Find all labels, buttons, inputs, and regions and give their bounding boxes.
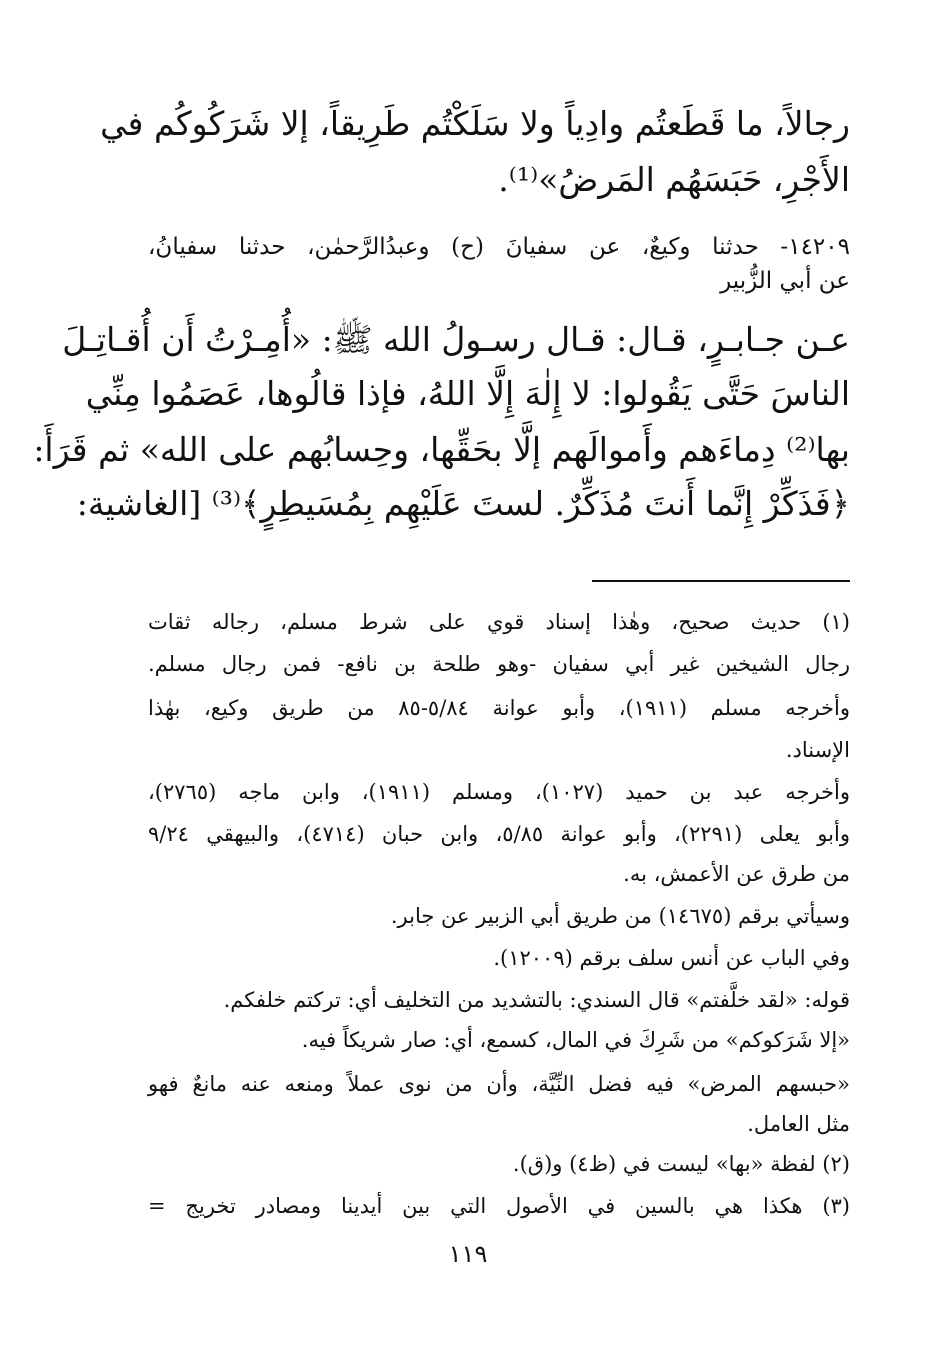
- footnote-line: وأبو يعلى (٢٢٩١)، وأبو عوانة ٥/٨٥، وابن حبان (٤٧١٤)، والبيهقي ٩/٢٤: [148, 822, 850, 846]
- footnote-line: مثل العامل.: [747, 1112, 850, 1136]
- footnote-line: (٣) هكذا هي بالسين في الأصول التي بين أيدينا ومصادر تخريج =: [148, 1194, 850, 1218]
- footnote-line: «حبسهم المرض» فيه فضل النِّيَّة، وأن من نوى عملاً ومنعه عنه مانعٌ فهو: [148, 1072, 850, 1096]
- hadith-body-line-1: عـن جـابـرٍ، قـال: قـال رسـولُ الله ﷺ: «أُمِـرْتُ أَن أُقـاتِـلَ: [62, 320, 850, 359]
- footnote-line: الإسناد.: [785, 738, 850, 762]
- footnote-line: (١) حديث صحيح، وهٰذا إسناد قوي على شرط مسلم، رجاله ثقات: [148, 610, 850, 634]
- main-text-line-2: الأَجْرِ، حَبَسَهُم المَرضُ»⁽¹⁾.: [498, 160, 850, 199]
- footnote-line: وأخرجه عبد بن حميد (١٠٢٧)، ومسلم (١٩١١)، وابن ماجه (٢٧٦٥)،: [148, 780, 850, 804]
- hadith-body-line-4: ﴿فَذَكِّرْ إِنَّما أَنتَ مُذَكِّرٌ. لستَ عَلَيْهِم بِمُسَيطِرٍ﴾⁽³⁾ [الغاشية:: [76, 484, 850, 523]
- hadith-body-line-2: الناسَ حَتَّى يَقُولوا: لا إِلٰهَ إِلَّا اللهُ، فإذا قالُوها، عَصَمُوا مِنِّي: [85, 374, 850, 413]
- footnote-line: «إلا شَرَكوكم» من شَرِكَ في المال، كسمع، أي: صار شريكاً فيه.: [301, 1028, 850, 1052]
- footnote-line: (٢) لفظة «بها» ليست في (ظ٤) و(ق).: [512, 1152, 850, 1176]
- main-text-line-1: رجالاً، ما قَطَعتُم وادِياً ولا سَلَكْتُم طَرِيقاً، إلا شَرَكُوكُم في: [100, 104, 850, 143]
- hadith-header-line-1: ١٤٢٠٩- حدثنا وكيعٌ، عن سفيانَ (ح) وعبدُالرَّحمٰن، حدثنا سفيانُ،: [148, 234, 850, 260]
- footnote-line: قوله: «لقد خلَّفتم» قال السندي: بالتشديد من التخليف أي: تركتم خلفكم.: [223, 988, 850, 1012]
- hadith-body-line-3: بها⁽²⁾ دِماءَهم وأَموالَهم إلَّا بحَقِّها، وحِسابُهم على الله» ثم قَرَأَ:: [33, 430, 850, 469]
- hadith-header-line-2: عن أبي الزُّبير: [720, 268, 850, 294]
- footnote-line: رجال الشيخين غير أبي سفيان -وهو طلحة بن نافع- فمن رجال مسلم.: [148, 652, 850, 676]
- page-number: ١١٩: [448, 1240, 488, 1268]
- footnote-line: وسيأتي برقم (١٤٦٧٥) من طريق أبي الزبير عن جابر.: [390, 904, 850, 928]
- footnote-line: وأخرجه مسلم (١٩١١)، وأبو عوانة ٥/٨٤-٨٥ من طريق وكيع، بهٰذا: [148, 696, 850, 720]
- footnote-divider: [592, 580, 850, 582]
- footnote-line: وفي الباب عن أنس سلف برقم (١٢٠٠٩).: [493, 946, 850, 970]
- footnote-line: من طرق عن الأعمش، به.: [623, 862, 850, 886]
